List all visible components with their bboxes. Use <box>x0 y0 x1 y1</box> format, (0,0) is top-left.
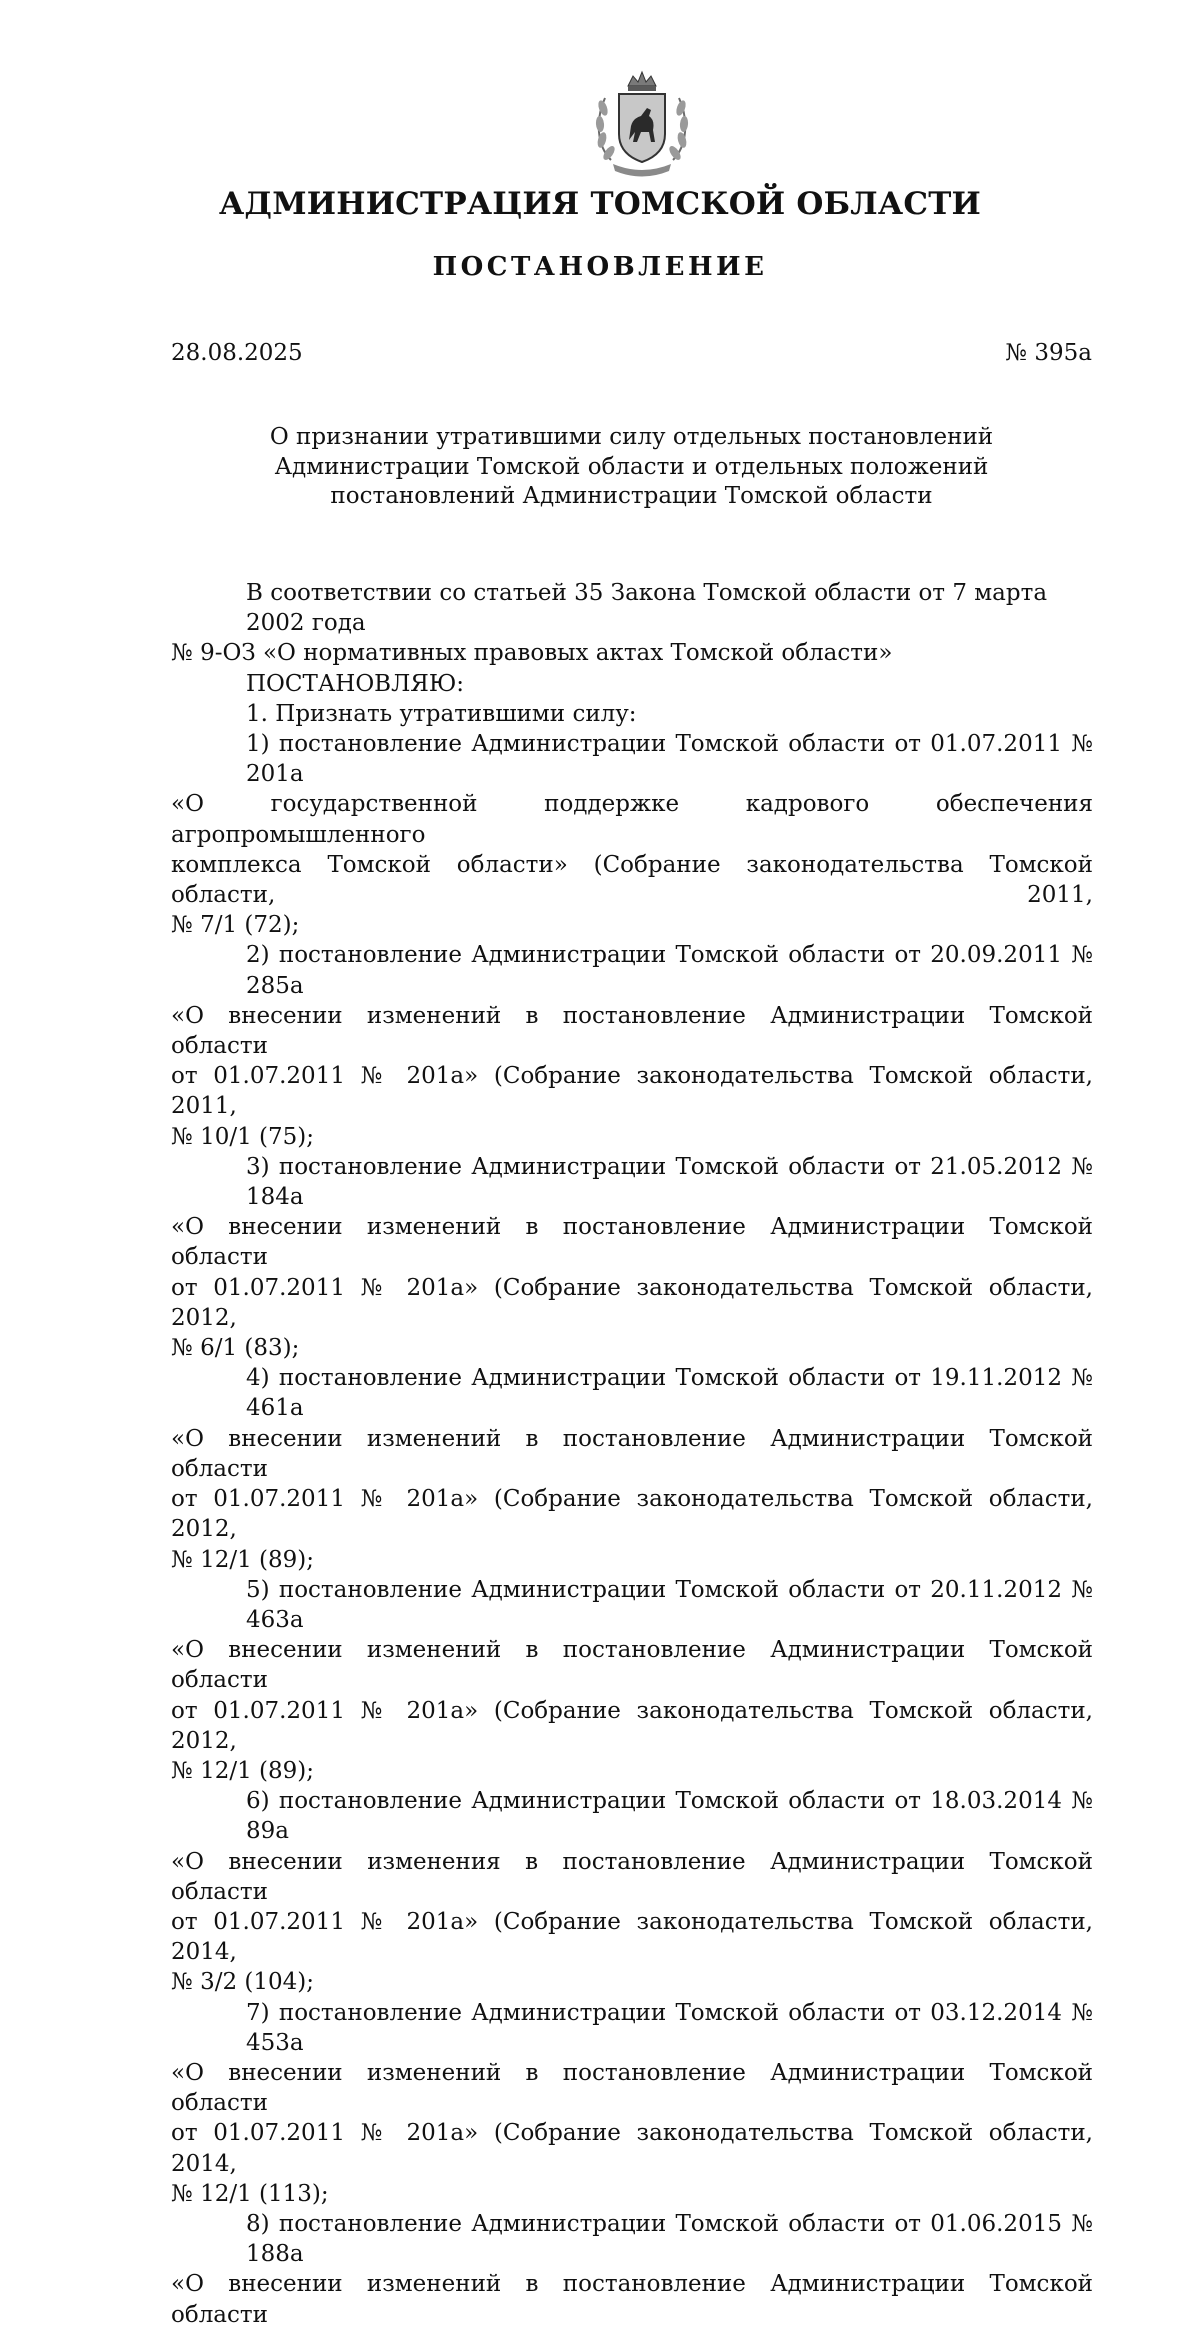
intro-line: В соответствии со статьей 35 Закона Томской области от 7 марта 2002 года <box>246 580 1048 637</box>
list-item: 5) постановление Администрации Томской области от 20.11.2012 № 463а «О внесении изменений в постановление Администрации Томской области от 01.07.2011 № 201а» (Собрание законодательства Томской области, 2012, № 12/1 (89); <box>171 1576 1093 1784</box>
list-item: 4) постановление Администрации Томской области от 19.11.2012 № 461а «О внесении изменений в постановление Администрации Томской области от 01.07.2011 № 201а» (Собрание законодательства Томской области, 2012, № 12/1 (89); <box>171 1365 1093 1573</box>
document-number: № 395а <box>1005 340 1092 366</box>
subject-line: Администрации Томской области и отдельных положений <box>274 453 989 480</box>
document-subject <box>171 423 1092 512</box>
list-item: 3) постановление Администрации Томской области от 21.05.2012 № 184а «О внесении изменений в постановление Администрации Томской области от 01.07.2011 № 201а» (Собрание законодательства Томской области, 2012, № 6/1 (83); <box>171 1153 1093 1362</box>
decree-word: ПОСТАНОВЛЯЮ: <box>246 670 465 697</box>
coat-of-arms-emblem <box>591 68 693 180</box>
intro-line: № 9-ОЗ «О нормативных правовых актах Томской области» <box>171 640 893 667</box>
tomsk-region-coat-of-arms-icon <box>591 68 693 180</box>
list-item: 8) постановление Администрации Томской области от 01.06.2015 № 188а «О внесении изменений в постановление Администрации Томской области <box>171 2210 1093 2328</box>
intro-paragraph <box>171 578 1093 669</box>
organization-title: АДМИНИСТРАЦИЯ ТОМСКОЙ ОБЛАСТИ <box>218 186 981 222</box>
document-date: 28.08.2025 <box>171 340 303 366</box>
list-item: 7) постановление Администрации Томской области от 03.12.2014 № 453а «О внесении изменений в постановление Администрации Томской области от 01.07.2011 № 201а» (Собрание законодательства Томской области, 2014, № 12/1 (113); <box>171 1999 1093 2207</box>
subject-line: О признании утратившими силу отдельных постановлений <box>269 424 994 450</box>
document-type: ПОСТАНОВЛЕНИЕ <box>432 252 768 282</box>
list-item: 1) постановление Администрации Томской области от 01.07.2011 № 201а «О государственной поддержке кадрового обеспечения агропромышленного комплекса Томской области» (Собрание законодательства Томской области, 2011, № 7/1 (72); <box>171 731 1093 939</box>
clause-1: 1. Признать утратившими силу: <box>246 700 637 727</box>
subject-line: постановлений Администрации Томской области <box>330 483 933 509</box>
list-item: 6) постановление Администрации Томской области от 18.03.2014 № 89а «О внесении изменения в постановление Администрации Томской области от 01.07.2011 № 201а» (Собрание законодательства Томской области, 2014, № 3/2 (104); <box>171 1788 1093 1996</box>
list-item: 2) постановление Администрации Томской области от 20.09.2011 № 285а «О внесении изменений в постановление Администрации Томской области от 01.07.2011 № 201а» (Собрание законодательства Томской области, 2011, № 10/1 (75); <box>171 942 1093 1150</box>
document-body <box>171 578 1093 2330</box>
